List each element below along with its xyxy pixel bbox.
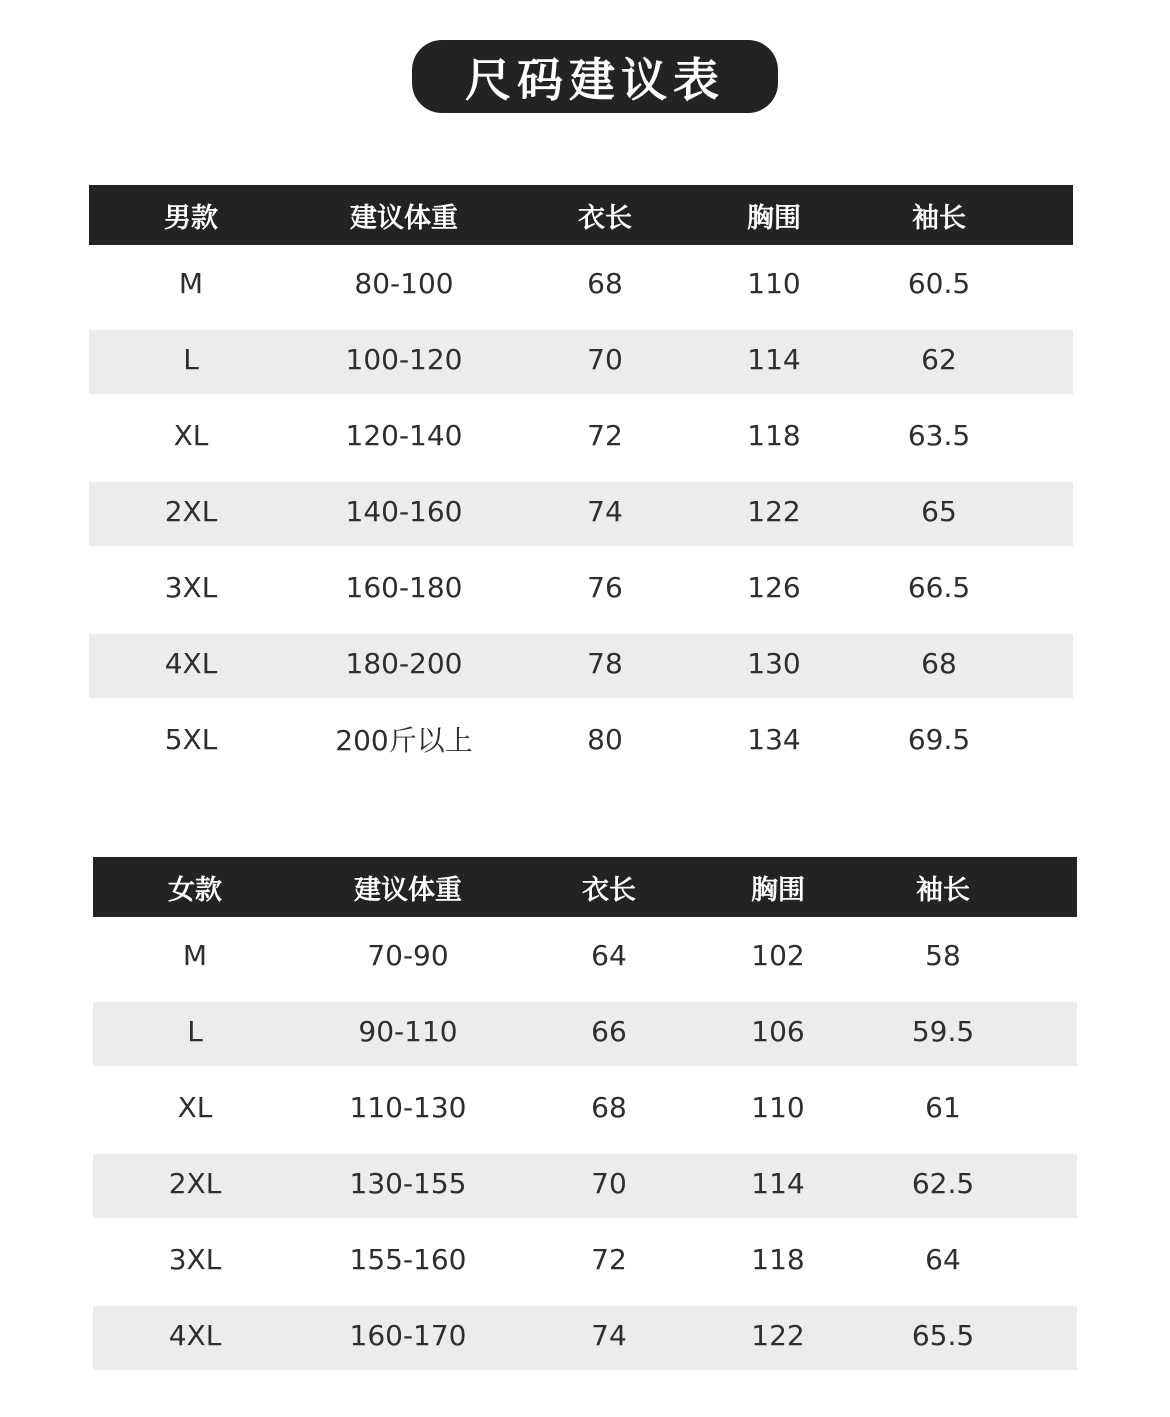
table-row bbox=[89, 245, 1073, 321]
header-cell: 女款 bbox=[168, 874, 222, 906]
weight-cell: 155-160 bbox=[349, 1242, 467, 1276]
sleeve-cell: 69.5 bbox=[907, 722, 971, 756]
size-cell: 2XL bbox=[164, 494, 218, 528]
chest-cell: 122 bbox=[751, 1318, 805, 1352]
table-row bbox=[89, 549, 1073, 625]
sleeve-cell: 65 bbox=[921, 494, 957, 528]
table-row bbox=[93, 917, 1077, 993]
header-cell: 胸围 bbox=[747, 202, 801, 234]
sleeve-cell: 58 bbox=[925, 938, 961, 972]
length-cell: 76 bbox=[587, 570, 623, 604]
chest-cell: 130 bbox=[747, 646, 801, 680]
men-size-table bbox=[89, 185, 1073, 777]
length-cell: 70 bbox=[587, 342, 623, 376]
table-row bbox=[93, 1297, 1077, 1373]
length-cell: 72 bbox=[591, 1242, 627, 1276]
length-cell: 80 bbox=[587, 722, 623, 756]
header-cell: 衣长 bbox=[578, 202, 632, 234]
page-title-text: 尺码建议表 bbox=[465, 52, 725, 107]
size-cell: M bbox=[182, 938, 208, 972]
length-cell: 68 bbox=[591, 1090, 627, 1124]
chest-cell: 126 bbox=[747, 570, 801, 604]
table-row bbox=[89, 397, 1073, 473]
length-cell: 66 bbox=[591, 1014, 627, 1048]
sleeve-cell: 59.5 bbox=[911, 1014, 975, 1048]
chest-cell: 110 bbox=[747, 266, 801, 300]
size-cell: 4XL bbox=[164, 646, 218, 680]
size-cell: L bbox=[187, 1014, 203, 1048]
sleeve-cell: 65.5 bbox=[911, 1318, 975, 1352]
size-cell: M bbox=[178, 266, 204, 300]
sleeve-cell: 62.5 bbox=[911, 1166, 975, 1200]
table-header-row bbox=[93, 857, 1077, 917]
sleeve-cell: 64 bbox=[925, 1242, 961, 1276]
sleeve-cell: 66.5 bbox=[907, 570, 971, 604]
chest-cell: 118 bbox=[747, 418, 801, 452]
chest-cell: 114 bbox=[747, 342, 801, 376]
weight-cell: 90-110 bbox=[358, 1014, 458, 1048]
header-cell: 建议体重 bbox=[354, 874, 462, 906]
table-row bbox=[93, 1145, 1077, 1221]
header-cell: 建议体重 bbox=[350, 202, 458, 234]
sleeve-cell: 61 bbox=[925, 1090, 961, 1124]
sleeve-cell: 60.5 bbox=[907, 266, 971, 300]
weight-cell: 110-130 bbox=[349, 1090, 467, 1124]
header-cell: 胸围 bbox=[751, 874, 805, 906]
length-cell: 68 bbox=[587, 266, 623, 300]
size-cell: XL bbox=[177, 1090, 213, 1124]
weight-cell: 160-170 bbox=[349, 1318, 467, 1352]
size-cell: 2XL bbox=[168, 1166, 222, 1200]
header-cell: 衣长 bbox=[582, 874, 636, 906]
table-row bbox=[89, 321, 1073, 397]
size-cell: 5XL bbox=[164, 722, 218, 756]
size-cell: 3XL bbox=[168, 1242, 222, 1276]
table-row bbox=[89, 473, 1073, 549]
page-title bbox=[412, 40, 778, 113]
chest-cell: 134 bbox=[747, 722, 801, 756]
weight-cell: 130-155 bbox=[349, 1166, 467, 1200]
weight-cell: 180-200 bbox=[345, 646, 463, 680]
table-row bbox=[93, 993, 1077, 1069]
sleeve-cell: 68 bbox=[921, 646, 957, 680]
size-cell: 3XL bbox=[164, 570, 218, 604]
length-cell: 74 bbox=[591, 1318, 627, 1352]
length-cell: 74 bbox=[587, 494, 623, 528]
length-cell: 72 bbox=[587, 418, 623, 452]
table-row bbox=[93, 1221, 1077, 1297]
table-row bbox=[89, 625, 1073, 701]
length-cell: 70 bbox=[591, 1166, 627, 1200]
table-row bbox=[89, 701, 1073, 777]
weight-cell: 140-160 bbox=[345, 494, 463, 528]
size-cell: 4XL bbox=[168, 1318, 222, 1352]
table-header-row bbox=[89, 185, 1073, 245]
weight-cell: 100-120 bbox=[345, 342, 463, 376]
size-cell: L bbox=[183, 342, 199, 376]
header-cell: 袖长 bbox=[912, 202, 966, 234]
chest-cell: 110 bbox=[751, 1090, 805, 1124]
chest-cell: 106 bbox=[751, 1014, 805, 1048]
size-cell: XL bbox=[173, 418, 209, 452]
weight-cell: 120-140 bbox=[345, 418, 463, 452]
header-cell: 男款 bbox=[164, 202, 218, 234]
chest-cell: 114 bbox=[751, 1166, 805, 1200]
women-size-table bbox=[93, 857, 1077, 1373]
header-cell: 袖长 bbox=[916, 874, 970, 906]
sleeve-cell: 63.5 bbox=[907, 418, 971, 452]
weight-cell: 80-100 bbox=[354, 266, 454, 300]
chest-cell: 118 bbox=[751, 1242, 805, 1276]
weight-cell: 70-90 bbox=[367, 938, 449, 972]
chest-cell: 122 bbox=[747, 494, 801, 528]
sleeve-cell: 62 bbox=[921, 342, 957, 376]
table-row bbox=[93, 1069, 1077, 1145]
chest-cell: 102 bbox=[751, 938, 805, 972]
weight-cell: 160-180 bbox=[345, 570, 463, 604]
weight-cell: 200斤以上 bbox=[335, 724, 473, 757]
length-cell: 64 bbox=[591, 938, 627, 972]
length-cell: 78 bbox=[587, 646, 623, 680]
